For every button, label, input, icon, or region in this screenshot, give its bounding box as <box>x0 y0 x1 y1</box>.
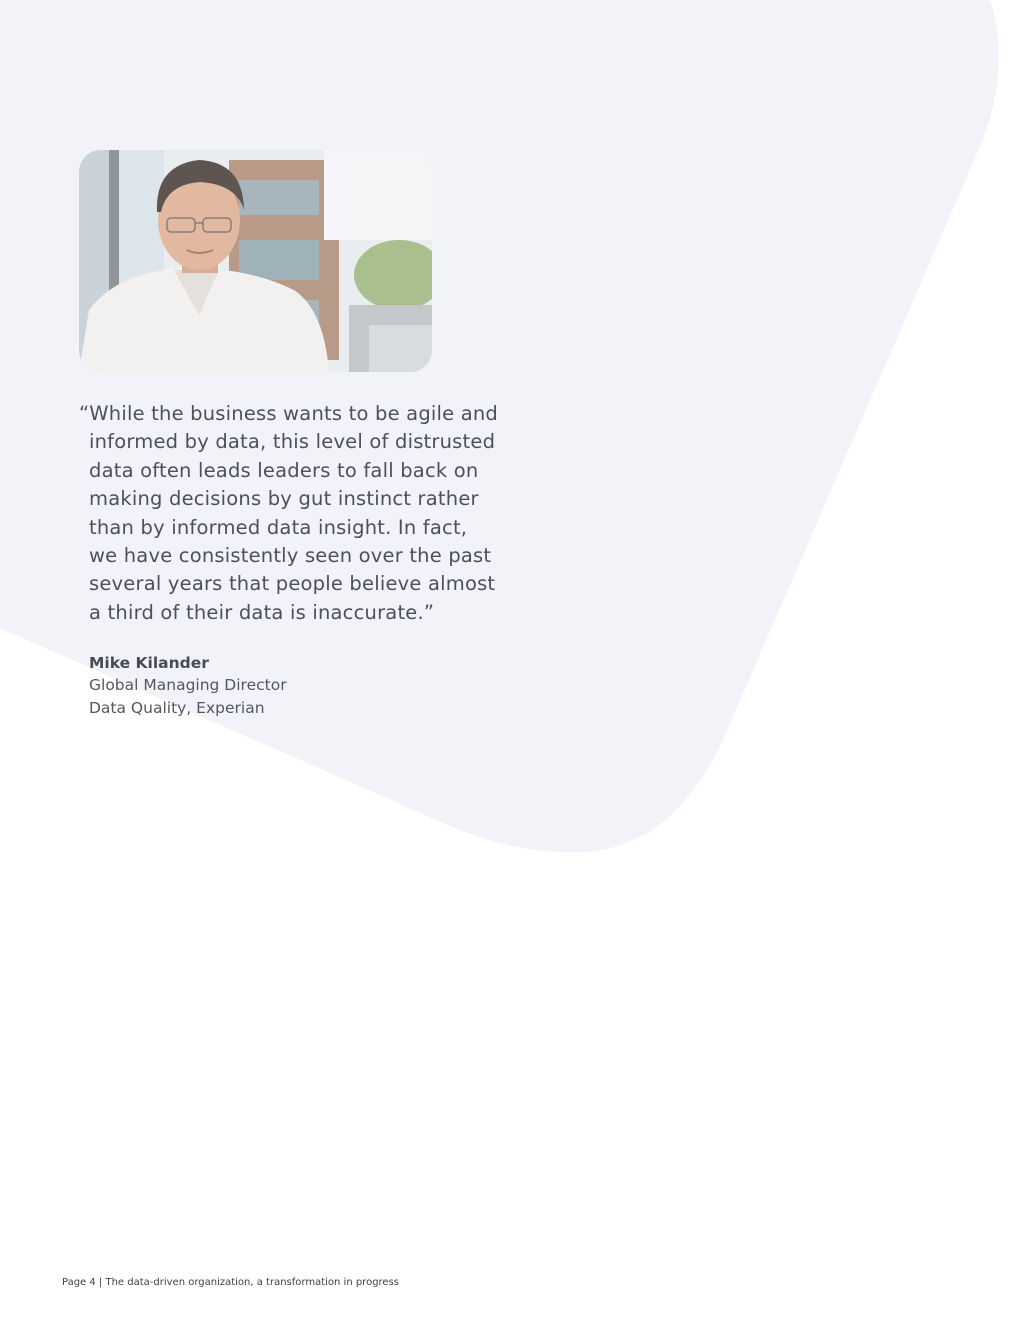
quote-line: than by informed data insight. In fact, <box>89 515 468 539</box>
attribution-organization: Data Quality, Experian <box>89 699 265 717</box>
quote-line: data often leads leaders to fall back on <box>89 458 479 482</box>
quote-line: several years that people believe almost <box>89 572 496 596</box>
quote-line: we have consistently seen over the past <box>89 544 492 568</box>
quote-line: a third of their data is inaccurate.” <box>89 600 435 624</box>
quote-attribution <box>89 652 489 720</box>
quote-line: “While the business wants to be agile and <box>79 402 499 425</box>
quote-line: making decisions by gut instinct rather <box>89 487 479 511</box>
attribution-title: Global Managing Director <box>89 676 287 694</box>
portrait-photo <box>79 150 432 372</box>
attribution-name: Mike Kilander <box>89 654 209 672</box>
pull-quote <box>79 400 519 627</box>
page-footer: Page 4 | The data-driven organization, a transformation in progress <box>62 1277 400 1288</box>
quote-line: informed by data, this level of distrusted <box>89 430 496 454</box>
